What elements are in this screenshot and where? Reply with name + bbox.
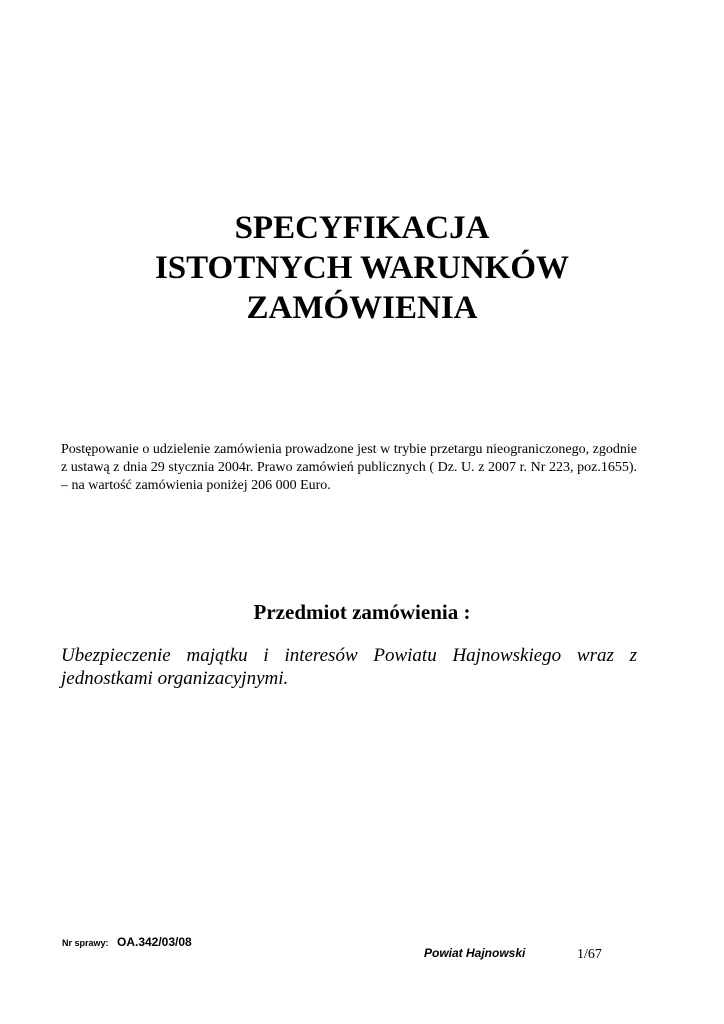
title-line-1: SPECYFIKACJA (234, 210, 490, 246)
case-number-footer (62, 933, 192, 951)
document-title (0, 208, 724, 328)
case-number-label: Nr sprawy: (62, 938, 109, 948)
procedure-description: Postępowanie o udzielenie zamówienia prowadzone jest w trybie przetargu nieograniczonego, zgodnie z ustawą z dnia 29 stycznia 2004r. Prawo zamówień publicznych ( Dz. U. z 2007 r. Nr 223, poz.1655). – na wartość zamówienia poniżej 206 000 Euro. (61, 442, 637, 493)
case-number-value: OA.342/03/08 (116, 935, 192, 949)
title-line-2: ISTOTNYCH WARUNKÓW (154, 250, 570, 286)
publisher-name: Powiat Hajnowski (424, 946, 526, 960)
page-number: 1/67 (577, 947, 602, 962)
title-line-3: ZAMÓWIENIA (246, 290, 478, 326)
subject-heading: Przedmiot zamówienia : (253, 600, 471, 624)
subject-description: Ubezpieczenie majątku i interesów Powiatu Hajnowskiego wraz z jednostkami organizacyjnymi. (61, 645, 637, 689)
